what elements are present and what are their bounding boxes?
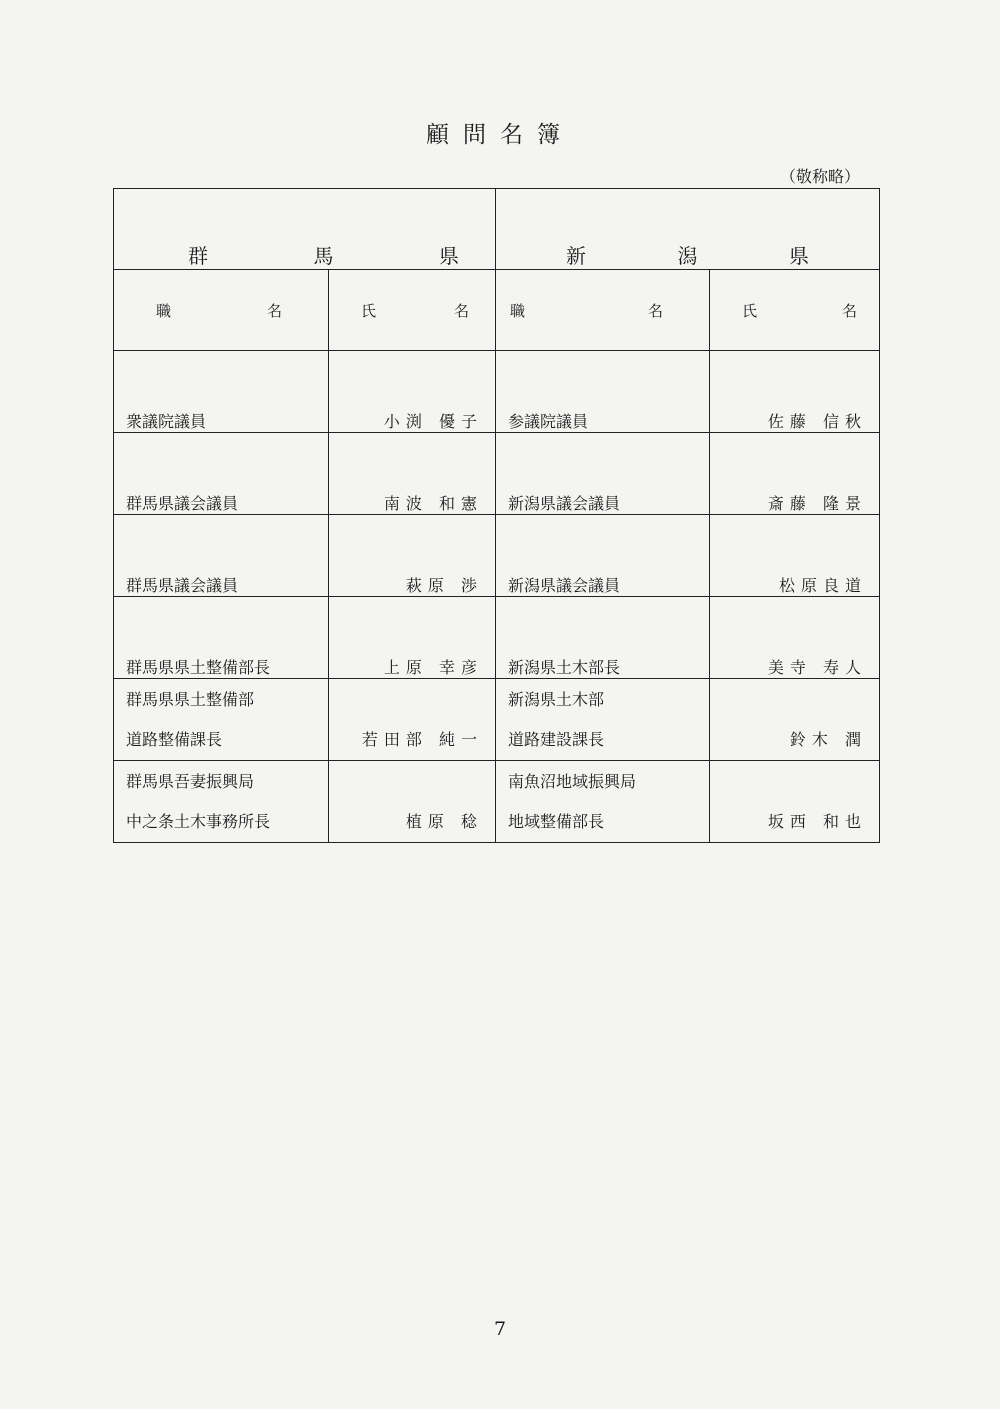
prefecture-header-row <box>114 189 880 270</box>
gunma-char: 県 <box>439 244 459 268</box>
niigata-position-cell: 新潟県土木部長 <box>496 597 710 679</box>
name-text: 鈴木 潤 <box>789 729 867 749</box>
header-position-niigata <box>496 270 710 351</box>
name-text: 若田部 純一 <box>361 729 483 749</box>
honorific-note: （敬称略） <box>780 167 861 186</box>
gunma-char: 馬 <box>313 244 334 268</box>
header-char: 職 <box>510 301 526 320</box>
header-char: 氏 <box>361 301 377 320</box>
gunma-position-cell: 群馬県議会議員 <box>114 515 329 597</box>
gunma-name-cell: 小渕 優子 <box>329 351 496 433</box>
header-char: 名 <box>266 301 282 320</box>
table-row <box>114 679 880 761</box>
niigata-name-cell: 佐藤 信秋 <box>710 351 880 433</box>
header-name-niigata <box>710 270 880 351</box>
gunma-position-cell: 群馬県県土整備部長 <box>114 597 329 679</box>
table-row <box>114 761 880 843</box>
page-number: 7 <box>493 1318 507 1340</box>
header-char: 名 <box>647 301 663 320</box>
position-line: 道路整備課長 <box>126 729 223 749</box>
niigata-position-cell: 新潟県議会議員 <box>496 515 710 597</box>
niigata-position-cell <box>496 679 710 761</box>
header-char: 氏 <box>742 301 758 320</box>
gunma-name-cell <box>329 761 496 843</box>
gunma-name-cell <box>329 679 496 761</box>
niigata-position-cell: 新潟県議会議員 <box>496 433 710 515</box>
page-title: 顧問名簿 <box>426 122 574 148</box>
position-line: 新潟県土木部 <box>508 689 605 709</box>
gunma-name-cell: 南波 和憲 <box>329 433 496 515</box>
position-line: 南魚沼地域振興局 <box>508 771 637 791</box>
header-name-gunma <box>329 270 496 351</box>
gunma-position-cell <box>114 679 329 761</box>
name-text: 坂西 和也 <box>767 811 867 831</box>
gunma-position-cell: 衆議院議員 <box>114 351 329 433</box>
niigata-position-cell: 参議院議員 <box>496 351 710 433</box>
gunma-position-cell: 群馬県議会議員 <box>114 433 329 515</box>
position-line: 中之条土木事務所長 <box>126 811 271 831</box>
niigata-name-cell: 松原良道 <box>710 515 880 597</box>
niigata-name-cell: 斎藤 隆景 <box>710 433 880 515</box>
header-char: 職 <box>156 301 172 320</box>
niigata-position-cell <box>496 761 710 843</box>
gunma-prefecture-header <box>114 189 496 270</box>
gunma-name-cell: 上原 幸彦 <box>329 597 496 679</box>
position-line: 群馬県県土整備部 <box>126 689 255 709</box>
table-row <box>114 597 880 679</box>
name-text: 植原 稔 <box>405 811 483 831</box>
header-position-gunma <box>114 270 329 351</box>
gunma-position-cell <box>114 761 329 843</box>
header-char: 名 <box>841 301 857 320</box>
niigata-prefecture-header <box>496 189 880 270</box>
gunma-name-cell: 萩原 渉 <box>329 515 496 597</box>
niigata-char: 潟 <box>677 244 698 268</box>
position-line: 地域整備部長 <box>508 811 605 831</box>
column-header-row <box>114 270 880 351</box>
table-row <box>114 433 880 515</box>
niigata-name-cell <box>710 761 880 843</box>
niigata-name-cell <box>710 679 880 761</box>
table-row <box>114 515 880 597</box>
niigata-name-cell: 美寺 寿人 <box>710 597 880 679</box>
niigata-char: 新 <box>566 244 586 268</box>
niigata-char: 県 <box>789 244 809 268</box>
table-row <box>114 351 880 433</box>
position-line: 群馬県吾妻振興局 <box>126 771 255 791</box>
position-line: 道路建設課長 <box>508 729 605 749</box>
gunma-char: 群 <box>188 244 208 268</box>
header-char: 名 <box>453 301 469 320</box>
advisor-roster-table <box>113 188 880 843</box>
